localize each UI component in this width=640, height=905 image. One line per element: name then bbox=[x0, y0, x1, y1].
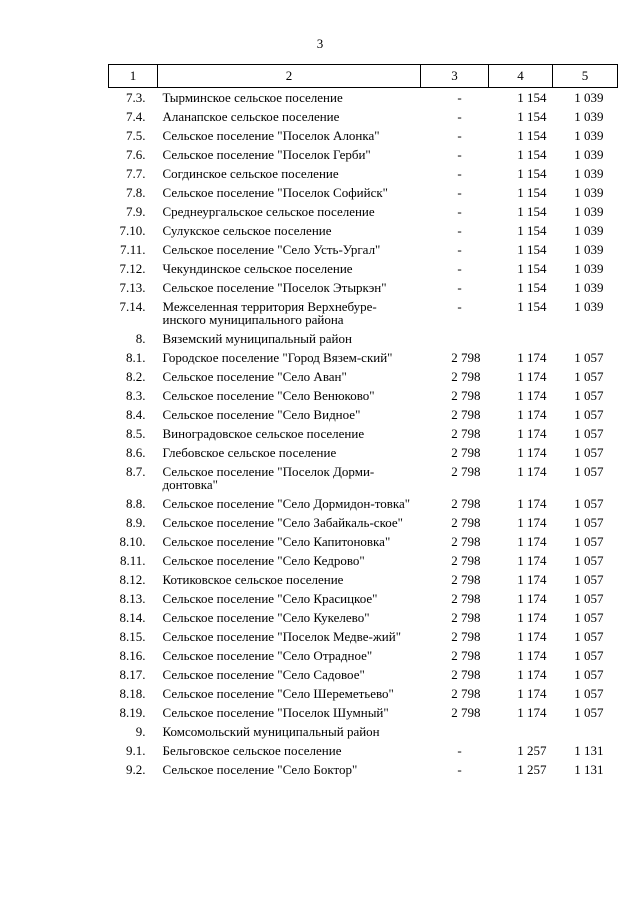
table-row bbox=[109, 760, 618, 779]
value-col-5: 1 131 bbox=[574, 762, 604, 777]
row-number: 8.6. bbox=[126, 445, 146, 460]
settlement-name: Сельское поселение "Поселок Этыркэн" bbox=[162, 280, 387, 295]
value-col-5 bbox=[553, 329, 618, 348]
settlement-name: Бельговское сельское поселение bbox=[162, 743, 342, 758]
value-col-5: 1 057 bbox=[574, 648, 604, 663]
settlement-name: Межселенная территория Верхнебуре-инского муниципального района bbox=[162, 299, 377, 327]
row-number: 7.13. bbox=[119, 280, 146, 295]
value-col-3: 2 798 bbox=[451, 407, 481, 422]
value-col-5: 1 057 bbox=[574, 407, 604, 422]
header-cell-5: 5 bbox=[553, 65, 618, 88]
row-number: 8.19. bbox=[119, 705, 146, 720]
value-col-5: 1 057 bbox=[574, 667, 604, 682]
settlement-name: Сельское поселение "Село Забайкаль-ское" bbox=[162, 515, 403, 530]
settlement-name: Сельское поселение "Село Кукелево" bbox=[162, 610, 370, 625]
row-number: 8. bbox=[135, 331, 146, 346]
settlement-name: Сельское поселение "Село Видное" bbox=[162, 407, 361, 422]
value-col-3: 2 798 bbox=[451, 591, 481, 606]
value-col-4: 1 174 bbox=[517, 426, 547, 441]
table-row bbox=[109, 88, 618, 108]
value-col-4: 1 174 bbox=[517, 496, 547, 511]
table-row bbox=[109, 405, 618, 424]
settlement-name: Сельское поселение "Село Отрадное" bbox=[162, 648, 373, 663]
table-row bbox=[109, 221, 618, 240]
value-col-5: 1 057 bbox=[574, 515, 604, 530]
value-col-4: 1 174 bbox=[517, 667, 547, 682]
page-number: 3 bbox=[316, 36, 324, 51]
settlement-name: Сельское поселение "Село Красицкое" bbox=[162, 591, 378, 606]
value-col-4: 1 154 bbox=[517, 109, 547, 124]
value-col-5: 1 057 bbox=[574, 572, 604, 587]
value-col-4: 1 154 bbox=[517, 299, 547, 314]
value-col-3: - bbox=[457, 166, 462, 181]
settlement-name: Сельское поселение "Село Боктор" bbox=[162, 762, 358, 777]
settlement-name: Сельское поселение "Поселок Софийск" bbox=[162, 185, 388, 200]
row-number: 7.3. bbox=[126, 90, 146, 105]
value-col-3: 2 798 bbox=[451, 464, 481, 479]
value-col-4: 1 154 bbox=[517, 261, 547, 276]
row-number: 7.7. bbox=[126, 166, 146, 181]
header-cell-3: 3 bbox=[421, 65, 489, 88]
row-number: 7.9. bbox=[126, 204, 146, 219]
value-col-4: 1 174 bbox=[517, 515, 547, 530]
table-row bbox=[109, 145, 618, 164]
header-cell-2: 2 bbox=[158, 65, 421, 88]
settlement-name: Сельское поселение "Село Венюково" bbox=[162, 388, 375, 403]
value-col-4: 1 154 bbox=[517, 204, 547, 219]
table-row bbox=[109, 513, 618, 532]
row-number: 8.18. bbox=[119, 686, 146, 701]
table-row bbox=[109, 646, 618, 665]
row-number: 8.8. bbox=[126, 496, 146, 511]
value-col-4: 1 174 bbox=[517, 553, 547, 568]
data-table bbox=[108, 64, 618, 779]
value-col-4: 1 174 bbox=[517, 350, 547, 365]
value-col-3: - bbox=[457, 743, 462, 758]
table-row bbox=[109, 627, 618, 646]
settlement-name: Аланапское сельское поселение bbox=[162, 109, 340, 124]
value-col-4: 1 154 bbox=[517, 185, 547, 200]
value-col-5 bbox=[553, 722, 618, 741]
value-col-3: 2 798 bbox=[451, 572, 481, 587]
settlement-name: Городское поселение "Город Вязем-ский" bbox=[162, 350, 393, 365]
value-col-4: 1 174 bbox=[517, 629, 547, 644]
value-col-4: 1 154 bbox=[517, 242, 547, 257]
row-number: 8.4. bbox=[126, 407, 146, 422]
table-row bbox=[109, 494, 618, 513]
table-row bbox=[109, 703, 618, 722]
settlement-name: Сулукское сельское поселение bbox=[162, 223, 332, 238]
value-col-4: 1 174 bbox=[517, 445, 547, 460]
row-number: 8.12. bbox=[119, 572, 146, 587]
value-col-4: 1 174 bbox=[517, 369, 547, 384]
value-col-3: - bbox=[457, 109, 462, 124]
row-number: 7.6. bbox=[126, 147, 146, 162]
table-row bbox=[109, 278, 618, 297]
value-col-5: 1 039 bbox=[574, 185, 604, 200]
row-number: 8.15. bbox=[119, 629, 146, 644]
value-col-4: 1 154 bbox=[517, 223, 547, 238]
table-row bbox=[109, 551, 618, 570]
table-row bbox=[109, 240, 618, 259]
settlement-name: Сельское поселение "Поселок Алонка" bbox=[162, 128, 380, 143]
value-col-4: 1 154 bbox=[517, 166, 547, 181]
table-header-row bbox=[109, 65, 618, 88]
row-number: 8.9. bbox=[126, 515, 146, 530]
row-number: 8.16. bbox=[119, 648, 146, 663]
value-col-5: 1 057 bbox=[574, 426, 604, 441]
value-col-5: 1 039 bbox=[574, 261, 604, 276]
table-row bbox=[109, 684, 618, 703]
value-col-3: 2 798 bbox=[451, 553, 481, 568]
header-cell-4: 4 bbox=[489, 65, 553, 88]
value-col-3: 2 798 bbox=[451, 350, 481, 365]
settlement-name: Сельское поселение "Село Дормидон-товка" bbox=[162, 496, 411, 511]
value-col-3: 2 798 bbox=[451, 686, 481, 701]
value-col-5: 1 039 bbox=[574, 128, 604, 143]
value-col-5: 1 057 bbox=[574, 445, 604, 460]
settlement-name: Среднеургальское сельское поселение bbox=[162, 204, 375, 219]
table-row bbox=[109, 297, 618, 329]
value-col-4: 1 154 bbox=[517, 280, 547, 295]
table-row bbox=[109, 462, 618, 494]
row-number: 8.7. bbox=[126, 464, 146, 479]
value-col-5: 1 057 bbox=[574, 464, 604, 479]
value-col-3: - bbox=[457, 280, 462, 295]
table-row bbox=[109, 329, 618, 348]
settlement-name: Тырминское сельское поселение bbox=[162, 90, 343, 105]
row-number: 7.8. bbox=[126, 185, 146, 200]
value-col-3: 2 798 bbox=[451, 496, 481, 511]
value-col-3: 2 798 bbox=[451, 515, 481, 530]
value-col-4: 1 174 bbox=[517, 572, 547, 587]
row-number: 8.13. bbox=[119, 591, 146, 606]
value-col-3: 2 798 bbox=[451, 369, 481, 384]
value-col-5: 1 057 bbox=[574, 686, 604, 701]
table-row bbox=[109, 107, 618, 126]
settlement-name: Сельское поселение "Село Аван" bbox=[162, 369, 347, 384]
row-number: 7.10. bbox=[119, 223, 146, 238]
value-col-5: 1 057 bbox=[574, 369, 604, 384]
value-col-5: 1 057 bbox=[574, 629, 604, 644]
table-row bbox=[109, 164, 618, 183]
header-cell-1: 1 bbox=[109, 65, 158, 88]
value-col-3: - bbox=[457, 204, 462, 219]
settlement-name: Сельское поселение "Село Кедрово" bbox=[162, 553, 365, 568]
value-col-3: - bbox=[457, 185, 462, 200]
table-row bbox=[109, 348, 618, 367]
value-col-5: 1 039 bbox=[574, 280, 604, 295]
settlement-name: Сельское поселение "Село Садовое" bbox=[162, 667, 365, 682]
value-col-4: 1 257 bbox=[517, 743, 547, 758]
value-col-4: 1 174 bbox=[517, 610, 547, 625]
value-col-3: - bbox=[457, 90, 462, 105]
table-row bbox=[109, 259, 618, 278]
settlement-name: Сельское поселение "Поселок Медве-жий" bbox=[162, 629, 402, 644]
settlement-name: Согдинское сельское поселение bbox=[162, 166, 339, 181]
value-col-3 bbox=[421, 329, 489, 348]
value-col-3: 2 798 bbox=[451, 610, 481, 625]
value-col-3: - bbox=[457, 261, 462, 276]
value-col-5: 1 131 bbox=[574, 743, 604, 758]
table-row bbox=[109, 532, 618, 551]
value-col-3: - bbox=[457, 242, 462, 257]
value-col-4 bbox=[489, 722, 553, 741]
table-row bbox=[109, 741, 618, 760]
settlement-name: Чекундинское сельское поселение bbox=[162, 261, 353, 276]
value-col-4: 1 174 bbox=[517, 705, 547, 720]
settlement-name: Сельское поселение "Село Шереметьево" bbox=[162, 686, 394, 701]
row-number: 8.11. bbox=[119, 553, 146, 568]
value-col-3: 2 798 bbox=[451, 648, 481, 663]
value-col-4: 1 154 bbox=[517, 90, 547, 105]
value-col-3: 2 798 bbox=[451, 629, 481, 644]
value-col-5: 1 039 bbox=[574, 166, 604, 181]
table-row bbox=[109, 183, 618, 202]
value-col-5: 1 039 bbox=[574, 90, 604, 105]
value-col-4: 1 174 bbox=[517, 534, 547, 549]
table-row bbox=[109, 126, 618, 145]
row-number: 8.10. bbox=[119, 534, 146, 549]
settlement-name: Котиковское сельское поселение bbox=[162, 572, 344, 587]
row-number: 7.11. bbox=[119, 242, 146, 257]
value-col-3: 2 798 bbox=[451, 534, 481, 549]
value-col-4: 1 174 bbox=[517, 407, 547, 422]
value-col-3: - bbox=[457, 128, 462, 143]
value-col-3: 2 798 bbox=[451, 388, 481, 403]
value-col-5: 1 057 bbox=[574, 350, 604, 365]
table-row bbox=[109, 367, 618, 386]
value-col-5: 1 057 bbox=[574, 705, 604, 720]
value-col-4: 1 154 bbox=[517, 147, 547, 162]
row-number: 9.1. bbox=[126, 743, 146, 758]
value-col-3: 2 798 bbox=[451, 667, 481, 682]
value-col-3: - bbox=[457, 147, 462, 162]
table-row bbox=[109, 443, 618, 462]
value-col-4: 1 174 bbox=[517, 388, 547, 403]
row-number: 7.14. bbox=[119, 299, 146, 314]
settlement-name: Глебовское сельское поселение bbox=[162, 445, 337, 460]
value-col-5: 1 039 bbox=[574, 223, 604, 238]
value-col-5: 1 057 bbox=[574, 591, 604, 606]
settlement-name: Виноградовское сельское поселение bbox=[162, 426, 365, 441]
row-number: 7.4. bbox=[126, 109, 146, 124]
table-row bbox=[109, 202, 618, 221]
value-col-5: 1 057 bbox=[574, 553, 604, 568]
value-col-4: 1 174 bbox=[517, 686, 547, 701]
value-col-4: 1 154 bbox=[517, 128, 547, 143]
settlement-name: Вяземский муниципальный район bbox=[162, 331, 352, 346]
value-col-5: 1 057 bbox=[574, 534, 604, 549]
settlement-name: Сельское поселение "Поселок Дорми-донтовка" bbox=[162, 464, 375, 492]
table-row bbox=[109, 722, 618, 741]
value-col-5: 1 057 bbox=[574, 496, 604, 511]
settlement-name: Сельское поселение "Село Усть-Ургал" bbox=[162, 242, 381, 257]
table-body bbox=[109, 88, 618, 780]
value-col-5: 1 039 bbox=[574, 204, 604, 219]
value-col-3: 2 798 bbox=[451, 426, 481, 441]
row-number: 7.12. bbox=[119, 261, 146, 276]
value-col-3: - bbox=[457, 299, 462, 314]
table-row bbox=[109, 386, 618, 405]
value-col-5: 1 039 bbox=[574, 109, 604, 124]
value-col-4: 1 257 bbox=[517, 762, 547, 777]
table-row bbox=[109, 424, 618, 443]
settlement-name: Сельское поселение "Село Капитоновка" bbox=[162, 534, 391, 549]
row-number: 9. bbox=[135, 724, 146, 739]
settlement-name: Сельское поселение "Поселок Герби" bbox=[162, 147, 371, 162]
value-col-3: - bbox=[457, 223, 462, 238]
row-number: 8.5. bbox=[126, 426, 146, 441]
row-number: 8.1. bbox=[126, 350, 146, 365]
row-number: 8.17. bbox=[119, 667, 146, 682]
settlement-name: Комсомольский муниципальный район bbox=[162, 724, 380, 739]
row-number: 8.14. bbox=[119, 610, 146, 625]
row-number: 8.2. bbox=[126, 369, 146, 384]
value-col-3: 2 798 bbox=[451, 705, 481, 720]
value-col-5: 1 057 bbox=[574, 610, 604, 625]
value-col-3 bbox=[421, 722, 489, 741]
table-row bbox=[109, 608, 618, 627]
value-col-4: 1 174 bbox=[517, 648, 547, 663]
value-col-5: 1 039 bbox=[574, 147, 604, 162]
row-number: 9.2. bbox=[126, 762, 146, 777]
value-col-5: 1 039 bbox=[574, 242, 604, 257]
value-col-5: 1 057 bbox=[574, 388, 604, 403]
value-col-4 bbox=[489, 329, 553, 348]
value-col-4: 1 174 bbox=[517, 464, 547, 479]
value-col-4: 1 174 bbox=[517, 591, 547, 606]
row-number: 8.3. bbox=[126, 388, 146, 403]
value-col-5: 1 039 bbox=[574, 299, 604, 314]
row-number: 7.5. bbox=[126, 128, 146, 143]
settlement-name: Сельское поселение "Поселок Шумный" bbox=[162, 705, 389, 720]
table-row bbox=[109, 589, 618, 608]
value-col-3: - bbox=[457, 762, 462, 777]
table-row bbox=[109, 665, 618, 684]
table-row bbox=[109, 570, 618, 589]
value-col-3: 2 798 bbox=[451, 445, 481, 460]
